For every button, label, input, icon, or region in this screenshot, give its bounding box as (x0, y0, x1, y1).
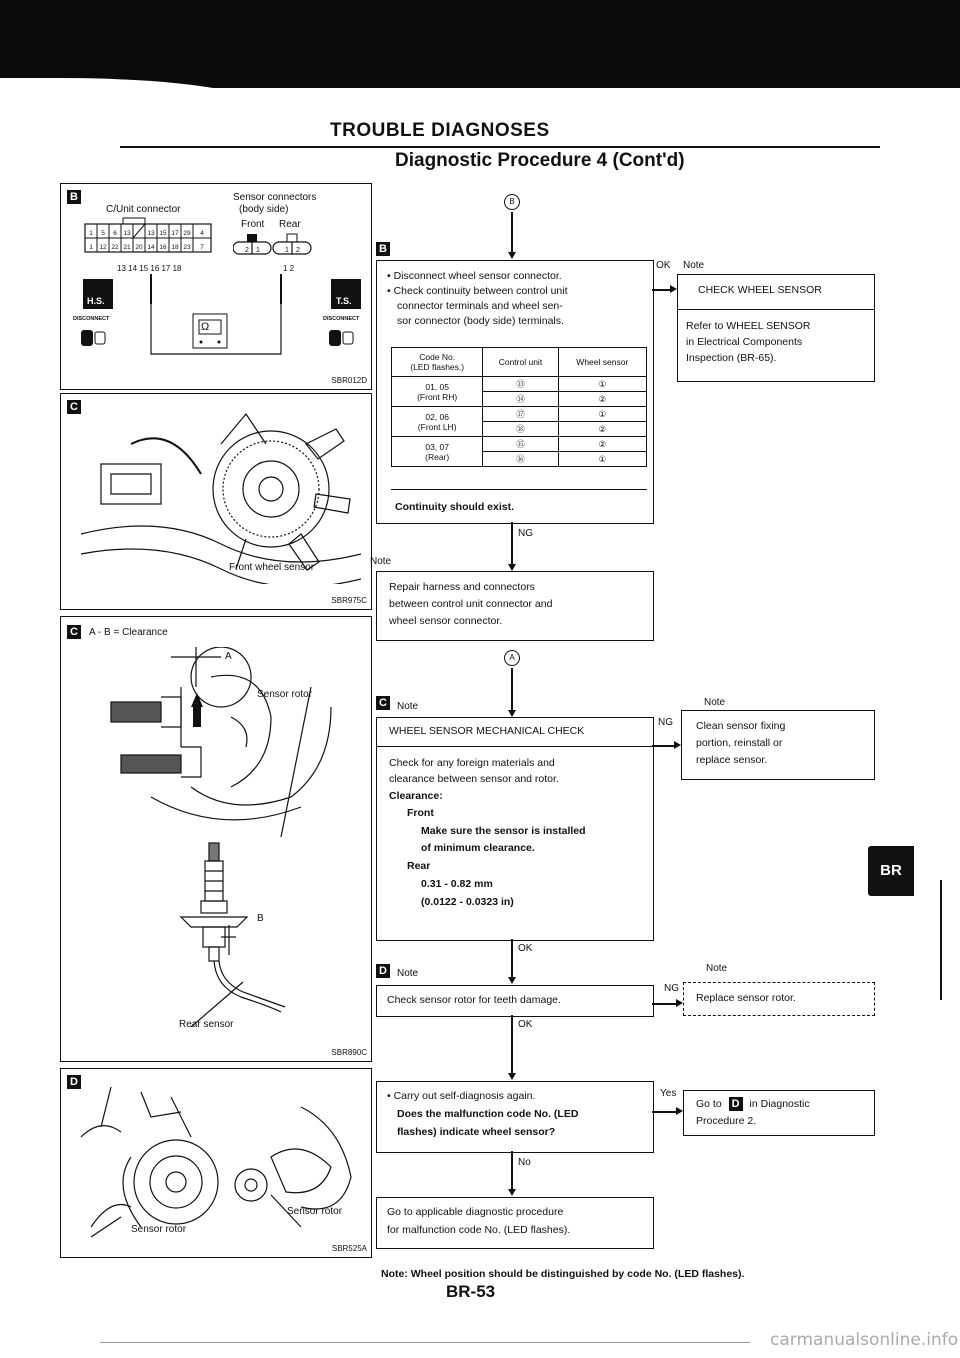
sensor-rotor-illustration (71, 1077, 361, 1247)
note-label: Note (397, 968, 419, 979)
svg-text:12: 12 (99, 244, 107, 251)
note-label: Note (704, 697, 726, 708)
flow-arrow (508, 252, 516, 259)
self-diag-line-2: Does the malfunction code No. (LED (397, 1108, 579, 1120)
header-led: (LED flashes.) (410, 362, 465, 372)
sensor-rotor-label-right: Sensor rotor (287, 1206, 343, 1217)
table-row (392, 437, 647, 452)
flow-branch-line (652, 745, 676, 747)
title-rule (120, 146, 880, 148)
disconnect-label-left: DISCONNECT (73, 316, 110, 322)
svg-text:15: 15 (159, 230, 167, 237)
svg-text:2: 2 (245, 247, 249, 254)
rear-clearance-in: (0.0122 - 0.0323 in) (421, 896, 514, 908)
flow-arrow (670, 285, 677, 293)
replace-rotor-text: Replace sensor rotor. (696, 992, 796, 1004)
step-check-continuity-3: sor connector (body side) terminals. (397, 315, 564, 327)
rear-sensor-label: Rear sensor (179, 1019, 234, 1030)
sensor-connectors-sublabel: (body side) (239, 204, 289, 215)
svg-text:20: 20 (135, 244, 143, 251)
page-title: TROUBLE DIAGNOSES (330, 120, 550, 141)
flow-line (511, 1151, 513, 1191)
sensor-connectors-label: Sensor connectors (233, 192, 317, 203)
table-header-control-unit: Control unit (483, 348, 558, 377)
table-cell: ⑭ (483, 392, 558, 407)
page-number: BR-53 (446, 1282, 496, 1301)
clearance-illustration (71, 647, 361, 837)
ohm-symbol: Ω (201, 321, 210, 333)
clearance-heading: Clearance: (389, 790, 443, 802)
svg-text:1: 1 (285, 247, 289, 254)
ok-label: OK (656, 260, 671, 271)
code-position: (Rear) (425, 451, 450, 462)
step-letter-d: D (729, 1097, 743, 1111)
self-diag-line-1: • Carry out self-diagnosis again. (387, 1089, 535, 1104)
flow-line (511, 522, 513, 566)
box-divider (377, 746, 653, 747)
flow-branch-line (652, 289, 672, 291)
yes-label: Yes (660, 1088, 677, 1099)
self-diagnosis-box (376, 1081, 654, 1153)
step-letter-c: C (67, 400, 81, 414)
teeth-check-text: Check sensor rotor for teeth damage. (387, 994, 561, 1006)
continuity-check-box (376, 260, 654, 524)
sensor-pin-numbers: 1 2 (283, 264, 295, 273)
repair-line-1: Repair harness and connectors (389, 581, 535, 593)
sensor-rotor-label-left: Sensor rotor (131, 1224, 187, 1235)
connector-marker-a (504, 650, 520, 666)
svg-text:16: 16 (159, 244, 167, 251)
ohmmeter-wiring (141, 274, 291, 364)
svg-text:5: 5 (101, 230, 105, 237)
table-cell-code (392, 407, 483, 437)
step-letter-c: C (67, 625, 81, 639)
flow-line (511, 212, 513, 254)
flow-arrow (676, 1107, 683, 1115)
step-letter-d: D (67, 1075, 81, 1089)
clean-sensor-box (681, 710, 875, 780)
goto-applicable-box (376, 1197, 654, 1249)
table-cell: ② (558, 392, 646, 407)
note-label: Note (397, 701, 419, 712)
svg-text:17: 17 (171, 230, 179, 237)
header-code-no: Code No. (419, 352, 456, 362)
clean-line-2: portion, reinstall or (696, 737, 783, 749)
ok-label: OK (518, 1019, 533, 1030)
table-cell: ⑯ (483, 452, 558, 467)
svg-text:29: 29 (183, 230, 191, 237)
svg-text:18: 18 (171, 244, 179, 251)
disconnect-plug-icon-right (327, 326, 357, 350)
top-band (0, 0, 960, 88)
hs-text: H.S. (87, 296, 105, 306)
ts-text: T.S. (336, 296, 352, 306)
refer-line-1: Refer to WHEEL SENSOR (686, 320, 811, 332)
table-header-wheel-sensor: Wheel sensor (558, 348, 646, 377)
table-cell: ② (558, 437, 646, 452)
flow-arrow (676, 999, 683, 1007)
connector-marker-b (504, 194, 520, 210)
ng-label: NG (658, 717, 673, 728)
flow-arrow (508, 710, 516, 717)
no-label: No (518, 1157, 531, 1168)
terminal-table (391, 347, 647, 467)
ok-label: OK (518, 943, 533, 954)
table-cell: ⑱ (483, 422, 558, 437)
code-value: 03, 07 (425, 441, 449, 452)
svg-text:21: 21 (123, 244, 131, 251)
clean-line-1: Clean sensor fixing (696, 720, 786, 732)
rear-heading: Rear (407, 860, 431, 872)
flow-arrow (508, 564, 516, 571)
refer-line-2: in Electrical Components (686, 336, 803, 348)
flow-arrow (508, 977, 516, 984)
dimension-a-label: A (225, 651, 232, 662)
flow-arrow (508, 1073, 516, 1080)
table-cell: ⑰ (483, 407, 558, 422)
ng-label: NG (664, 983, 679, 994)
replace-rotor-box (683, 982, 875, 1016)
tab-edge-mark (940, 880, 942, 1000)
repair-harness-box (376, 571, 654, 641)
box-divider (678, 309, 874, 310)
svg-text:1: 1 (89, 244, 93, 251)
front-desc-1: Make sure the sensor is installed (421, 825, 586, 837)
hs-badge (83, 279, 113, 309)
mechanical-check-box (376, 717, 654, 941)
rear-clearance-mm: 0.31 - 0.82 mm (421, 878, 493, 890)
svg-text:22: 22 (111, 244, 119, 251)
dimension-b-label: B (257, 913, 264, 924)
step-check-continuity: • Check continuity between control unit (387, 284, 568, 299)
front-heading: Front (407, 807, 434, 819)
table-cell-code (392, 437, 483, 467)
figure-code: SBR975C (331, 596, 367, 605)
step-letter-b: B (67, 190, 81, 204)
footnote: Note: Wheel position should be distinguished by code No. (LED flashes). (381, 1268, 745, 1280)
section-tab-br: BR (868, 846, 914, 896)
clearance-formula: A - B = Clearance (89, 627, 168, 638)
goto-applicable-line-2: for malfunction code No. (LED flashes). (387, 1224, 571, 1236)
flow-line (511, 668, 513, 712)
figure-code: SBR012D (331, 376, 367, 385)
disconnect-label-right: DISCONNECT (323, 316, 360, 322)
goto-text: Go to (696, 1098, 722, 1110)
goto-line-1 (696, 1097, 810, 1112)
continuity-result: Continuity should exist. (395, 501, 515, 513)
table-cell: ⑬ (483, 377, 558, 392)
svg-text:2: 2 (296, 247, 300, 254)
step-disconnect: • Disconnect wheel sensor connector. (387, 269, 562, 284)
repair-line-3: wheel sensor connector. (389, 615, 503, 627)
svg-text:13: 13 (123, 230, 131, 237)
clean-line-3: replace sensor. (696, 754, 768, 766)
flow-line (511, 1015, 513, 1075)
note-label: Note (706, 963, 728, 974)
flow-line (511, 939, 513, 979)
mechanical-check-title: WHEEL SENSOR MECHANICAL CHECK (389, 725, 585, 737)
ng-label: NG (518, 528, 533, 539)
step-letter-d: D (376, 964, 390, 978)
flow-branch-line (652, 1111, 678, 1113)
note-label: Note (683, 260, 705, 271)
refer-line-3: Inspection (BR-65). (686, 352, 777, 364)
panel-clearance (60, 616, 372, 1062)
figure-code: SBR525A (331, 1244, 367, 1253)
code-position: (Front RH) (417, 391, 458, 402)
mech-line-1: Check for any foreign materials and (389, 757, 555, 769)
marker-a-text: A (509, 653, 515, 662)
sensor-rotor-label: Sensor rotor (257, 689, 313, 700)
front-hub-illustration (71, 404, 361, 584)
repair-line-2: between control unit connector and (389, 598, 553, 610)
goto-applicable-line-1: Go to applicable diagnostic procedure (387, 1206, 564, 1218)
check-wheel-sensor-box (677, 274, 875, 382)
table-header-code (392, 348, 483, 377)
rear-label: Rear (279, 219, 301, 230)
ts-badge (331, 279, 361, 309)
footer-rule (100, 1342, 750, 1343)
table-cell: ① (558, 452, 646, 467)
table-cell-code (392, 377, 483, 407)
pin-numbers: 13 14 15 16 17 18 (117, 264, 182, 273)
table-row (392, 407, 647, 422)
step-check-continuity-2: connector terminals and wheel sen- (397, 300, 563, 312)
teeth-damage-box (376, 985, 654, 1017)
table-cell: ① (558, 377, 646, 392)
step-letter-b: B (376, 242, 390, 256)
flow-arrow (508, 1189, 516, 1196)
sensor-connector-icons (233, 232, 313, 272)
note-label: Note (370, 556, 392, 567)
goto-procedure2-box (683, 1090, 875, 1136)
table-cell: ① (558, 407, 646, 422)
svg-text:13: 13 (147, 230, 155, 237)
svg-text:4: 4 (200, 230, 204, 237)
cunit-connector-icon (83, 216, 213, 264)
svg-text:6: 6 (113, 230, 117, 237)
svg-text:14: 14 (147, 244, 155, 251)
goto-line-2: Procedure 2. (696, 1115, 757, 1127)
check-wheel-sensor-title: CHECK WHEEL SENSOR (698, 284, 822, 296)
table-cell: ⑮ (483, 437, 558, 452)
svg-text:23: 23 (183, 244, 191, 251)
rear-sensor-illustration (161, 837, 341, 1027)
page-subtitle: Diagnostic Procedure 4 (Cont'd) (395, 150, 685, 171)
mech-line-2: clearance between sensor and rotor. (389, 773, 559, 785)
panel-front-wheel-sensor (60, 393, 372, 610)
cunit-connector-label: C/Unit connector (106, 204, 181, 215)
step-letter-c: C (376, 696, 390, 710)
footer-watermark: carmanualsonline.info (770, 1330, 959, 1350)
code-value: 01, 05 (425, 381, 449, 392)
disconnect-plug-icon-left (79, 326, 109, 350)
flow-branch-line (652, 1003, 678, 1005)
front-label: Front (241, 219, 265, 230)
panel-connector-diagram (60, 183, 372, 390)
goto-text-2: in Diagnostic (749, 1098, 810, 1110)
self-diag-line-3: flashes) indicate wheel sensor? (397, 1126, 556, 1138)
front-desc-2: of minimum clearance. (421, 842, 535, 854)
svg-text:7: 7 (200, 244, 204, 251)
code-value: 02, 06 (425, 411, 449, 422)
panel-sensor-rotor (60, 1068, 372, 1258)
code-position: (Front LH) (417, 421, 457, 432)
table-row (392, 377, 647, 392)
table-cell: ② (558, 422, 646, 437)
front-wheel-sensor-caption: Front wheel sensor (229, 562, 315, 573)
marker-b-text: B (509, 197, 515, 206)
svg-text:1: 1 (89, 230, 93, 237)
flow-arrow (674, 741, 681, 749)
result-divider (391, 489, 647, 490)
figure-code: SBR890C (331, 1048, 367, 1057)
svg-text:1: 1 (256, 247, 260, 254)
